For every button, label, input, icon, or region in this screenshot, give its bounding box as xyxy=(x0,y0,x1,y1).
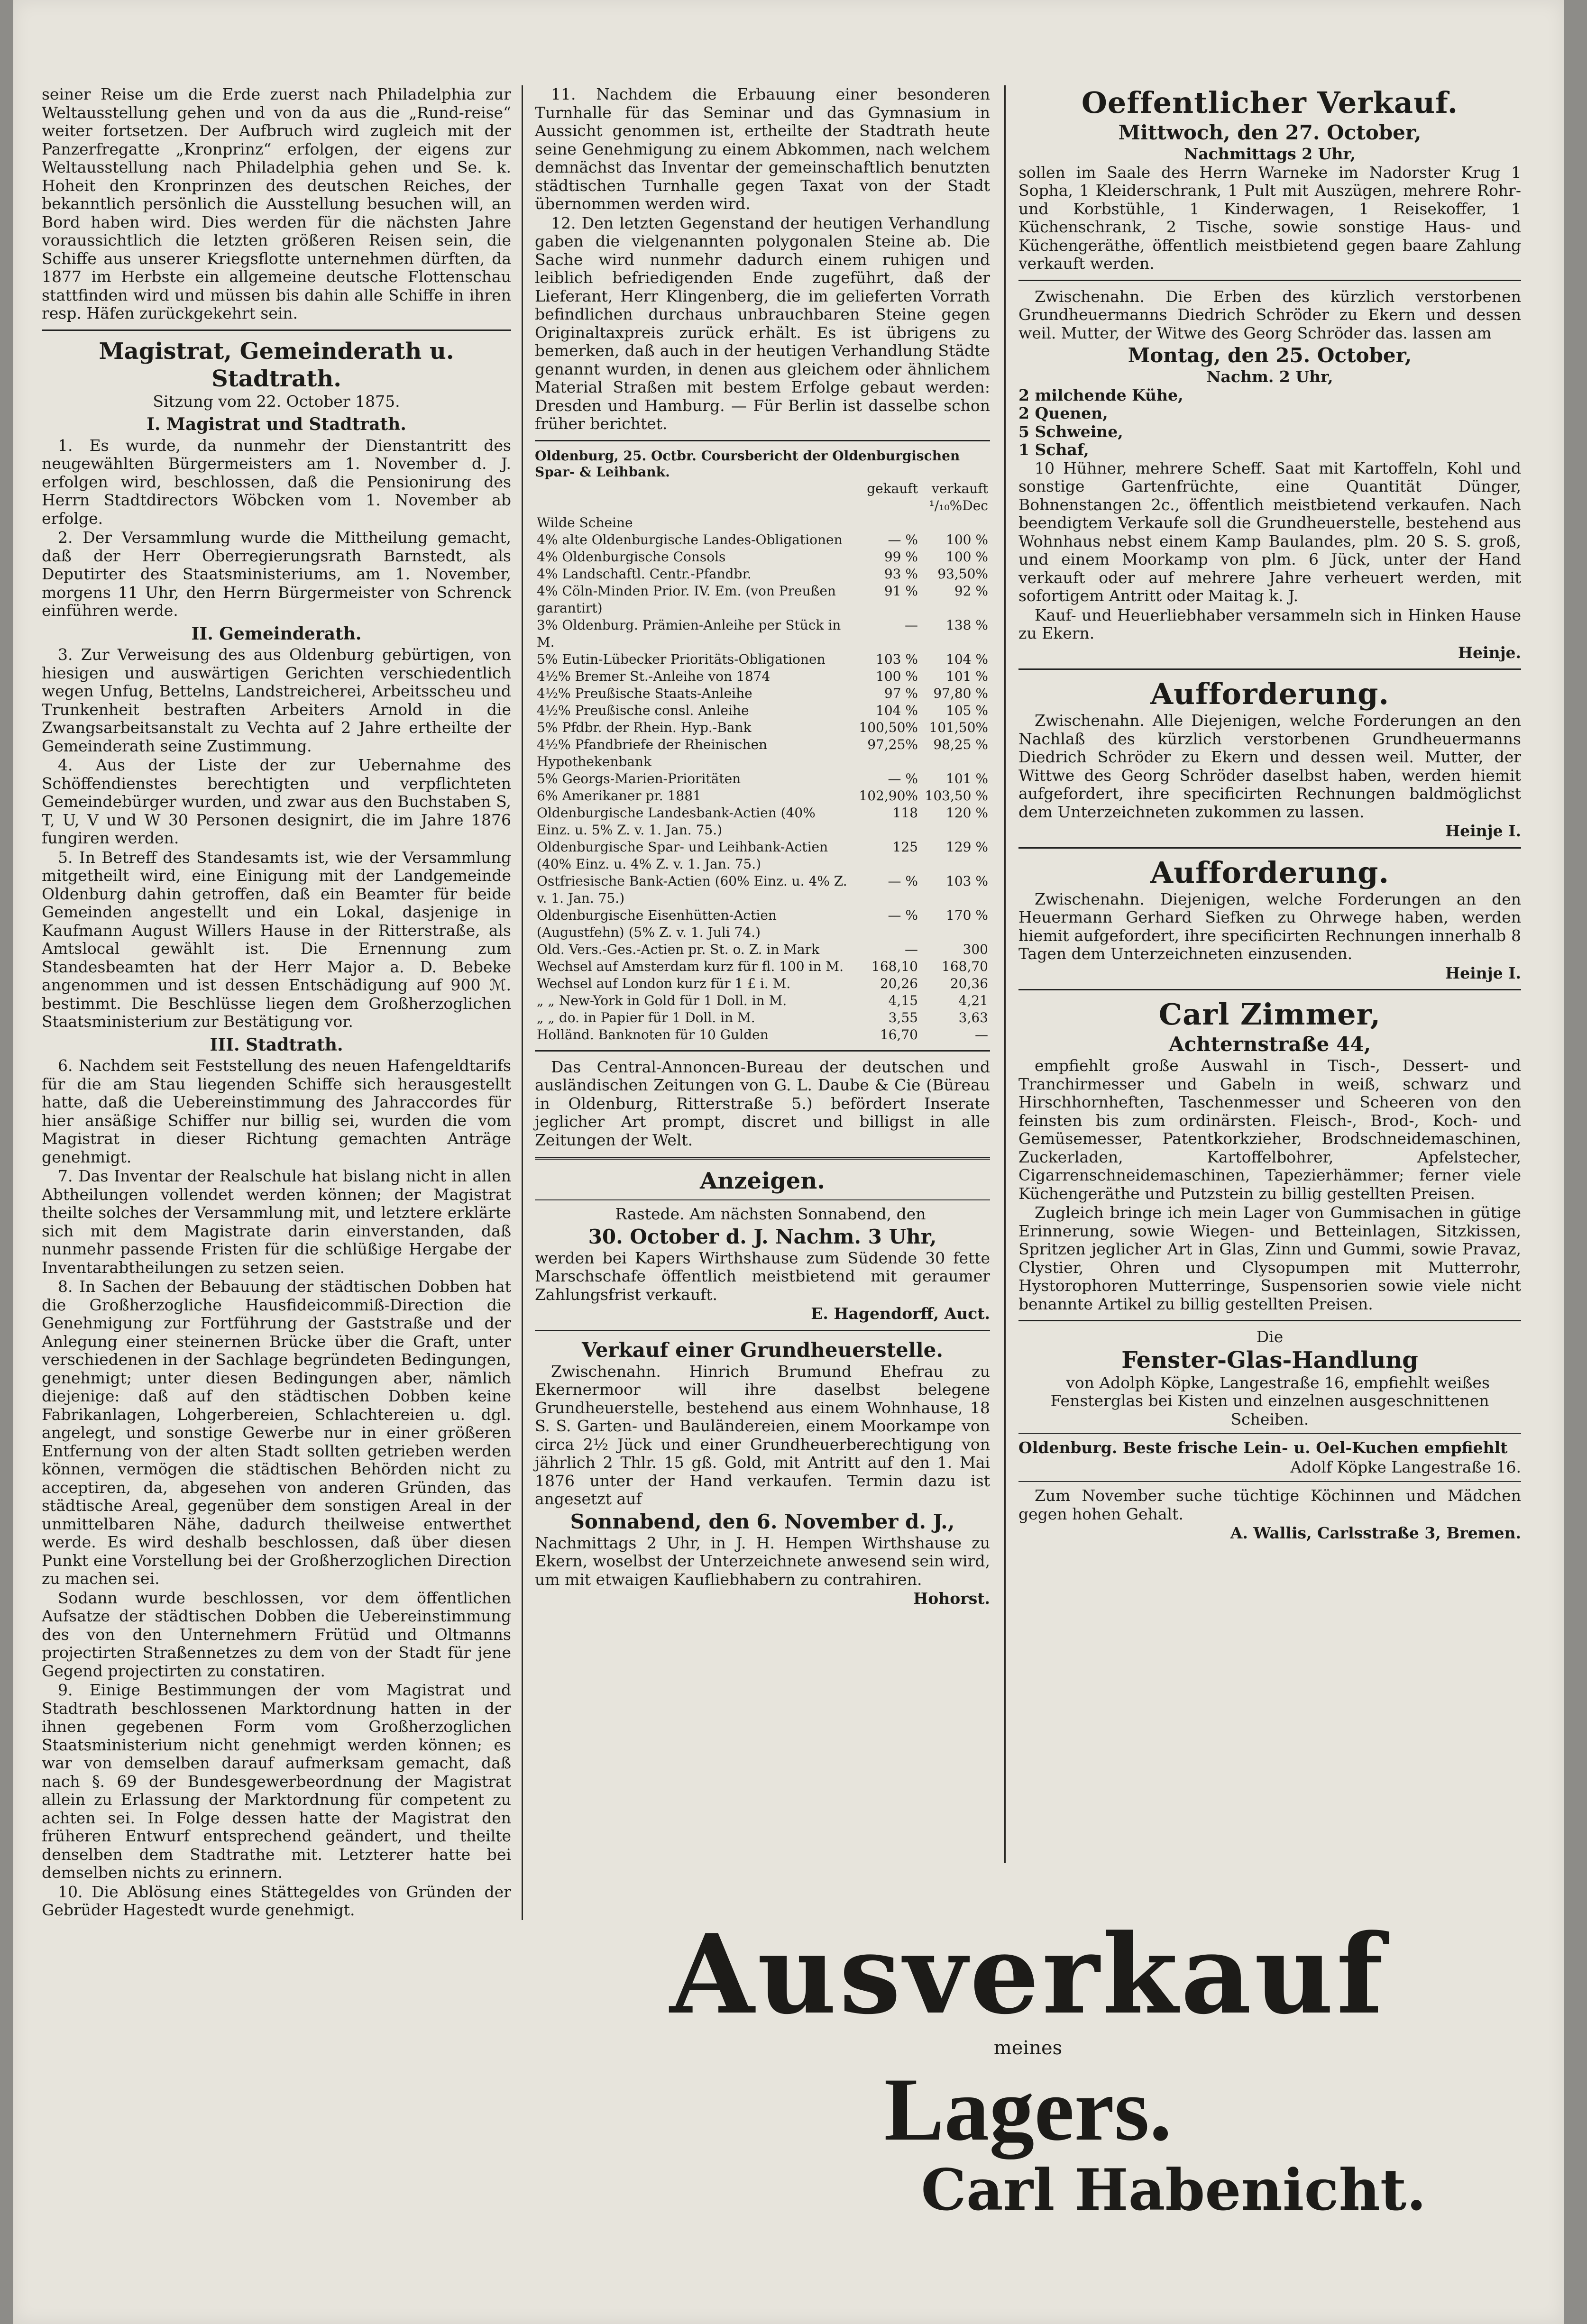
verkauf-date: Mittwoch, den 27. October, xyxy=(1118,121,1422,144)
zwischenahn-time: Nachm. 2 Uhr, xyxy=(1206,367,1333,386)
oel-body: Oldenburg. Beste frische Lein- u. Oel-Kuchen empfiehlt xyxy=(1018,1438,1508,1457)
aufforderung-2-body: Zwischenahn. Diejenigen, welche Forderungen an den Heuermann Gerhard Siefken zu Ohrwege haben, werden hiemit aufgefordert, ihre specificirten Rechnungen innerhalb 8 Tagen dem Unterzeichneten einzusenden. xyxy=(1018,889,1521,963)
paragraph-11: 11. Nachdem die Erbauung einer besonderen Turnhalle für das Seminar und das Gymnasium in Aussicht genommen ist, ertheilte der Stadtrath heute seine Genehmigung zu einem Abkommen, nach welchem demnächst das Inventar der gemeinschaftlich benutzten städtischen Turnhalle gegen Taxat von der Stadt übernommen werden wird. xyxy=(535,85,990,213)
course-cell-buy: — xyxy=(905,617,918,633)
course-row xyxy=(535,685,990,702)
ausverkauf-title: Ausverkauf xyxy=(670,1911,1386,2039)
column-1 xyxy=(42,85,511,1921)
course-cell-name: 4½% Preußische consl. Anleihe xyxy=(537,702,749,718)
oel-signature: Adolf Köpke Langestraße 16. xyxy=(1290,1457,1521,1476)
verkauf-body: sollen im Saale des Herrn Warneke im Nadorster Krug 1 Sopha, 1 Kleiderschrank, 1 Pult mit Auszügen, mehrere Rohr- und Korbstühle, 1 Kinderwagen, 1 Reisekoffer, 1 Küchenschrank, 2 Tische, sowie sonstige Haus- und Küchengeräthe, öffentlich meistbietend gegen baare Zahlung verkauft werden. xyxy=(1018,163,1521,273)
course-cell-name: Wechsel auf Amsterdam kurz für fl. 100 in M. xyxy=(537,958,844,974)
divider xyxy=(535,1199,990,1200)
course-row xyxy=(535,992,990,1009)
course-cell-buy: — % xyxy=(888,770,918,787)
col-header-buy: gekauft xyxy=(867,480,918,496)
aufforderung-1-signature: Heinje I. xyxy=(1445,822,1521,840)
rastede-date: 30. October d. J. Nachm. 3 Uhr, xyxy=(588,1225,937,1248)
course-cell-sell: 92 % xyxy=(954,583,988,599)
course-cell-sell: 103,50 % xyxy=(925,787,988,804)
course-cell-buy: 168,10 xyxy=(871,958,918,974)
course-cell-buy: 125 xyxy=(892,839,918,855)
course-row xyxy=(535,805,990,839)
anzeigen-heading: Anzeigen. xyxy=(700,1168,825,1194)
column-rule-1 xyxy=(522,85,523,1920)
course-cell-sell: 100 % xyxy=(946,531,988,548)
course-table-body xyxy=(535,514,990,1043)
course-cell-name: Holländ. Banknoten für 10 Gulden xyxy=(537,1026,769,1043)
course-cell-sell: 20,36 xyxy=(950,975,988,991)
ausverkauf-meines: meines xyxy=(993,2037,1063,2059)
zwischenahn-body: Zwischenahn. Die Erben des kürzlich verstorbenen Grundheuermanns Diedrich Schröder zu Ekern und dessen weil. Mutter, der Witwe des Georg Schröder das. lassen am xyxy=(1018,287,1521,342)
course-row xyxy=(535,514,990,531)
course-cell-buy: 103 % xyxy=(876,651,918,667)
course-cell-sell: 105 % xyxy=(946,702,988,718)
divider xyxy=(535,1157,990,1160)
aufforderung-1-body: Zwischenahn. Alle Diejenigen, welche Forderungen an den Nachlaß des kürzlich verstorbenen Grundheuermanns Diedrich Schröder zu Ekern und dessen weil. Mutter, der Wittwe des Georg Schröder daselbst haben, werden hiemit aufgefordert, ihre specificirten Rechnungen baldmöglichst dem Unterzeichneten zukommen zu lassen. xyxy=(1018,711,1521,821)
course-row xyxy=(535,787,990,805)
course-cell-name: Wechsel auf London kurz für 1 £ i. M. xyxy=(537,975,791,991)
course-cell-buy: — % xyxy=(888,873,918,889)
course-cell-buy: 99 % xyxy=(884,549,918,565)
ausverkauf-signature: Carl Habenicht. xyxy=(921,2157,1426,2223)
course-cell-buy: 118 xyxy=(892,805,918,821)
grundheuerstelle-signature: Hohorst. xyxy=(913,1589,990,1608)
paragraph-9: 9. Einige Bestimmungen der vom Magistrat und Stadtrath beschlossenen Marktordnung hatten in der ihnen gegebenen Form vom Großherzoglichen Staatsministerium nicht genehmigt werden können; es war von demselben darauf aufmerksam gemacht, daß nach §. 69 der Bundesgewerbeordnung der Magistrat allein zu Erlassung der Marktordnung für competent zu achten sei. In Folge dessen hatte der Magistrat den früheren Entwurf entsprechend geändert, und theilte denselben dem Stadtrathe mit. Letzterer hatte bei demselben nichts zu erinnern. xyxy=(42,1681,511,1882)
course-cell-name: „ „ New-York in Gold für 1 Doll. in M. xyxy=(537,992,787,1008)
course-cell-name: 4% Oldenburgische Consols xyxy=(537,549,726,565)
section-date: Sitzung vom 22. October 1875. xyxy=(153,392,400,411)
course-row xyxy=(535,907,990,941)
course-cell-buy: 104 % xyxy=(876,702,918,718)
course-report-heading: Oldenburg, 25. Octbr. Coursbericht der Oldenburgischen Spar- & Leihbank. xyxy=(535,448,960,480)
aufforderung-2-signature: Heinje I. xyxy=(1445,963,1521,982)
zwischenahn-date: Montag, den 25. October, xyxy=(1128,344,1412,367)
grundheuerstelle-date: Sonnabend, den 6. November d. J., xyxy=(570,1510,955,1533)
course-row xyxy=(535,839,990,873)
course-cell-buy: — xyxy=(905,941,918,957)
paragraph-4: 4. Aus der Liste der zur Uebernahme des Schöffendienstes berechtigten und verpflichteten Gemeindebürger wurden, und zwar aus den Buchstaben S, T, U, V und W 30 Personen designirt, die im Jahre 1876 fungiren werden. xyxy=(42,756,511,847)
course-cell-buy: 97,25% xyxy=(867,736,918,752)
course-cell-name: Old. Vers.-Ges.-Actien pr. St. o. Z. in Mark xyxy=(537,941,820,957)
zimmer-body2: Zugleich bringe ich mein Lager von Gummisachen in gütige Erinnerung, sowie Wiegen- und Betteinlagen, Sitzkissen, Spritzen jeglicher Art in Glas, Zinn und Gummi, sowie Pravaz, Clystier, Ohren und Clysopumpen mit Mutterrohr, Hystorophoren Mutterringe, Suspensorien sowie viele nicht benannte Artikel zu billig gestellten Preisen. xyxy=(1018,1203,1521,1313)
course-cell-sell: 101 % xyxy=(946,668,988,684)
grundheuerstelle-title: Verkauf einer Grundheuerstelle. xyxy=(582,1338,943,1362)
course-cell-name: Oldenburgische Eisenhütten-Actien (Augustfehn) (5% Z. v. 1. Juli 74.) xyxy=(537,907,777,940)
course-cell-name: 3% Oldenburg. Prämien-Anleihe per Stück in M. xyxy=(537,617,841,650)
course-cell-sell: 104 % xyxy=(946,651,988,667)
course-table xyxy=(535,480,990,1043)
paragraph-8: 8. In Sachen der Bebauung der städtischen Dobben hat die Großherzogliche Hausfideicommiß-Direction die Genehmigung zur Fortführung der Gaststraße und der Anlegung einer steinernen Brücke über die Graft, unter verschiedenen in der Sachlage begründeten Bedingungen, genehmigt; unter diesen Bedingungen aber, nämlich diejenige: daß auf den städtischen Dobben keine Fabrikanlagen, Lohgerbereien, Schlachtereien u. dgl. angelegt, und sonstige Gewerbe nur in einer größeren Entfernung von der alten Stadt sollten getrieben werden können, vermögen die städtischen Behörden nicht zu acceptiren, da, abgesehen von anderen Gründen, das städtische Areal, gegenüber dem sonstigen Areal in der unmittelbaren Nähe, dadurch theilweise entwerthet werde. Es wird deshalb beschlossen, daß über diesen Punkt eine Vorstellung bei der Großherzoglichen Direction zu machen sei. xyxy=(42,1277,511,1588)
course-row xyxy=(535,736,990,770)
subheading-1: I. Magistrat und Stadtrath. xyxy=(147,414,406,434)
course-row xyxy=(535,651,990,668)
course-row xyxy=(535,941,990,958)
course-cell-buy: 93 % xyxy=(884,566,918,582)
koechin-body: Zum November suche tüchtige Köchinnen und Mädchen gegen hohen Gehalt. xyxy=(1018,1486,1521,1523)
zwischenahn-body3: Kauf- und Heuerliebhaber versammeln sich in Hinken Hause zu Ekern. xyxy=(1018,605,1521,642)
zwischenahn-item: 1 Schaf, xyxy=(1018,440,1089,459)
course-row xyxy=(535,668,990,685)
course-cell-sell: 4,21 xyxy=(958,992,988,1008)
zimmer-address: Achternstraße 44, xyxy=(1168,1033,1371,1056)
course-cell-sell: 100 % xyxy=(946,549,988,565)
rastede-signature: E. Hagendorff, Auct. xyxy=(811,1304,990,1323)
grundheuerstelle-body2: Nachmittags 2 Uhr, in J. H. Hempen Wirthshause zu Ekern, woselbst der Unterzeichnete anwesend sein wird, um mit etwaigen Kaufliebhabern zu contrahiren. xyxy=(535,1533,990,1589)
course-cell-buy: 3,55 xyxy=(888,1009,918,1025)
course-cell-name: 5% Pfdbr. der Rhein. Hyp.-Bank xyxy=(537,719,752,735)
column-3 xyxy=(1018,85,1521,1543)
course-cell-sell xyxy=(920,514,990,531)
course-cell-buy: 4,15 xyxy=(888,992,918,1008)
grundheuerstelle-body: Zwischenahn. Hinrich Brumund Ehefrau zu Ekernermoor will ihre daselbst belegene Grundheuerstelle, bestehend aus einem Wohnhause, 18 S. S. Garten- und Bauländereien, einem Moorkampe von circa 2½ Jück und einer Grundheuerberechtigung von jährlich 2 Thlr. 15 gß. Gold, mit Antritt auf den 1. Mai 1876 unter der Hand verkaufen. Termin dazu ist angesetzt auf xyxy=(535,1362,990,1508)
intro-paragraph: seiner Reise um die Erde zuerst nach Philadelphia zur Weltausstellung gehen und von da aus die „Rund-reise“ weiter fortsetzen. Der Aufbruch wird zugleich mit der Panzerfregatte „Kronprinz“ erfolgen, der eigens zur Weltausstellung nach Philadelphia gehen und Se. k. Hoheit den Kronprinzen des deutschen Reiches, der bekanntlich persönlich die Ausstellung besuchen will, an Bord haben wird. Dies werden für die nächsten Jahre voraussichtlich die letzten größeren Reisen sein, die Schiffe aus unserer Kriegsflotte unternehmen dürften, da 1877 im Herbste ein allgemeine deutsche Flottenschau stattfinden wird und müssen bis dahin alle Schiffe in ihren resp. Häfen zurückgekehrt sein. xyxy=(42,85,511,322)
course-row xyxy=(535,975,990,992)
course-row xyxy=(535,583,990,617)
course-cell-sell: 120 % xyxy=(946,805,988,821)
course-cell-buy xyxy=(850,514,920,531)
course-cell-sell: 101,50% xyxy=(929,719,988,735)
course-cell-buy: 100,50% xyxy=(859,719,918,735)
course-row xyxy=(535,617,990,651)
course-cell-sell: 170 % xyxy=(946,907,988,923)
glas-body: von Adolph Köpke, Langestraße 16, empfiehlt weißes Fensterglas bei Kisten und einzelnen ausgeschnittenen Scheiben. xyxy=(1050,1373,1490,1428)
course-header-row xyxy=(535,480,990,497)
divider xyxy=(1018,847,1521,849)
course-cell-buy: 20,26 xyxy=(880,975,918,991)
divider xyxy=(535,440,990,441)
course-cell-name: 4½% Pfandbriefe der Rheinischen Hypothekenbank xyxy=(537,736,768,769)
zimmer-body: empfiehlt große Auswahl in Tisch-, Dessert- und Tranchirmesser und Gabeln in weiß, schwarz und Hirschhornheften, Taschenmesser und Scheeren von den feinsten bis zum ordinärsten. Fleisch-, Brod-, Koch- und Gemüsemesser, Patentkorkzieher, Brodschneidemaschinen, Zuckerladen, Kartoffelbohrer, Apfelstecher, Cigarrenschneidemaschinen, Tapezierhämmer; ferner viele Küchengeräthe und Putzstein zu billig gestellten Preisen. xyxy=(1018,1056,1521,1203)
course-cell-buy: 97 % xyxy=(884,685,918,701)
course-cell-name: 4% alte Oldenburgische Landes-Obligationen xyxy=(537,531,843,548)
aufforderung-2-title: Aufforderung. xyxy=(1150,855,1390,890)
course-row xyxy=(535,1026,990,1043)
col-subheader: ¹/₁₀%Dec xyxy=(929,497,988,513)
course-cell-buy: 100 % xyxy=(876,668,918,684)
paragraph-5: 5. In Betreff des Standesamts ist, wie der Versammlung mitgetheilt wird, eine Einigung mit der Landgemeinde Oldenburg dahin getroffen, daß ein Beamter für beide Gemeinden angestellt und ein Lokal, dasjenige in Kaufmann August Willers Hause in der Ritterstraße, als Amtslocal gewählt ist. Die Ernennung zum Standesbeamten hat der Herr Major a. D. Bebeke angenommen und ist dessen Entschädigung auf 900 ℳ. bestimmt. Die Beschlüsse liegen dem Großherzoglichen Staatsministerium zur Bestätigung vor. xyxy=(42,848,511,1031)
course-cell-name: Wilde Scheine xyxy=(537,514,633,531)
course-cell-sell: 300 xyxy=(963,941,988,957)
course-cell-name: 5% Eutin-Lübecker Prioritäts-Obligationen xyxy=(537,651,826,667)
zwischenahn-body2: 10 Hühner, mehrere Scheff. Saat mit Kartoffeln, Kohl und sonstige Gartenfrüchte, eine Quantität Dünger, Bohnenstangen 2c., öffentlich meistbietend verkaufen. Nach beendigtem Verkaufe soll die Grundheuerstelle, bestehend aus Wohnhaus nebst einem Kamp Baulandes, plm. 20 S. S. groß, und einem Moorkamp von plm. 6 Jück, unter der Hand verkauft oder auf mehrere Jahre verheuert werden, mit sofortigem Antritt oder Maitag k. J. xyxy=(1018,458,1521,605)
course-cell-sell: — xyxy=(975,1026,988,1043)
course-cell-sell: 98,25 % xyxy=(933,736,988,752)
course-row xyxy=(535,873,990,907)
subheading-3: III. Stadtrath. xyxy=(210,1034,343,1055)
section-title: Magistrat, Gemeinderath u. Stadtrath. xyxy=(99,338,454,392)
column-2 xyxy=(535,85,990,1608)
course-cell-sell: 93,50% xyxy=(937,566,988,582)
paragraph-2: 2. Der Versammlung wurde die Mittheilung gemacht, daß der Herr Oberregierungsrath Barnstedt, als Deputirter des Staatsministeriums, am 1. November, morgens 11 Uhr, den Herrn Bürgermeister von Schrenck einführen werde. xyxy=(42,528,511,620)
column-rule-2 xyxy=(1004,85,1006,1863)
course-cell-sell: 97,80 % xyxy=(933,685,988,701)
paragraph-7: 7. Das Inventar der Realschule hat bislang nicht in allen Abtheilungen vollendet werden können; der Magistrat theilte solches der Versammlung mit, und letztere erklärte sich mit dem Magistrate darin einverstanden, daß nunmehr passende Fristen für die schlüßige Hergabe der Inventarabtheilungen zu setzen seien. xyxy=(42,1167,511,1277)
course-row xyxy=(535,1009,990,1026)
course-cell-name: 4½% Bremer St.-Anleihe von 1874 xyxy=(537,668,771,684)
course-row xyxy=(535,958,990,975)
verkauf-time: Nachmittags 2 Uhr, xyxy=(1184,145,1356,163)
course-cell-sell: 138 % xyxy=(946,617,988,633)
course-cell-buy: — % xyxy=(888,531,918,548)
divider xyxy=(1018,668,1521,670)
course-cell-sell: 103 % xyxy=(946,873,988,889)
rastede-body: werden bei Kapers Wirthshause zum Südende 30 fette Marschschafe öffentlich meistbietend mit geraumer Zahlungsfrist verkauft. xyxy=(535,1248,990,1304)
aufforderung-1-title: Aufforderung. xyxy=(1150,677,1390,711)
subheading-2: II. Gemeinderath. xyxy=(191,623,362,644)
annoncen-bureau-ad: Das Central-Annoncen-Bureau der deutschen und ausländischen Zeitungen von G. L. Daube & Cie (Büreau in Oldenburg, Ritterstraße 5.) befördert Inserate jeglicher Art prompt, discret und billigst in alle Zeitungen der Welt. xyxy=(535,1057,990,1149)
koechin-signature: A. Wallis, Carlsstraße 3, Bremen. xyxy=(1230,1524,1521,1542)
course-cell-sell: 101 % xyxy=(946,770,988,787)
course-row xyxy=(535,770,990,787)
course-cell-name: 4% Cöln-Minden Prior. IV. Em. (von Preußen garantirt) xyxy=(537,583,836,616)
divider xyxy=(535,1330,990,1331)
glas-die: Die xyxy=(1256,1327,1284,1346)
zwischenahn-item: 2 Quenen, xyxy=(1018,404,1108,422)
newspaper-page xyxy=(13,0,1564,2324)
paragraph-8b: Sodann wurde beschlossen, vor dem öffentlichen Aufsatze der städtischen Dobben die Uebereinstimmung des von den Unternehmern Frütüd und Oltmanns projectirten Straßennetzes zu dem von der Stadt für jene Gegend projectirten zu constatiren. xyxy=(42,1588,511,1680)
course-cell-buy: 102,90% xyxy=(859,787,918,804)
zwischenahn-item: 5 Schweine, xyxy=(1018,422,1123,441)
course-row xyxy=(535,549,990,566)
col-header-sell: verkauft xyxy=(931,480,988,496)
course-cell-sell: 129 % xyxy=(946,839,988,855)
zwischenahn-item: 2 milchende Kühe, xyxy=(1018,385,1183,404)
course-cell-name: Ostfriesische Bank-Actien (60% Einz. u. 4% Z. v. 1. Jan. 75.) xyxy=(537,873,847,906)
zimmer-name: Carl Zimmer, xyxy=(1158,997,1381,1032)
course-cell-buy: — % xyxy=(888,907,918,923)
course-row xyxy=(535,702,990,719)
divider xyxy=(1018,1320,1521,1321)
paragraph-3: 3. Zur Verweisung des aus Oldenburg gebürtigen, von hiesigen und auswärtigen Gerichten verschiedentlich wegen Unfug, Bettelns, Landstreicherei, Arbeitsscheu und Trunkenheit bestraften Arbeiters Arnold in die Zwangsarbeitsanstalt zu Vechta auf 2 Jahre ertheilte der Gemeinderath seine Zustimmung. xyxy=(42,645,511,755)
course-cell-name: 4% Landschaftl. Centr.-Pfandbr. xyxy=(537,566,752,582)
divider xyxy=(1018,1433,1521,1434)
course-cell-name: 5% Georgs-Marien-Prioritäten xyxy=(537,770,741,787)
course-cell-sell: 168,70 xyxy=(942,958,988,974)
course-cell-buy: 91 % xyxy=(884,583,918,599)
course-row xyxy=(535,531,990,549)
paragraph-6: 6. Nachdem seit Feststellung des neuen Hafengeldtarifs für die am Stau liegenden Schiffe sich herausgestellt hatte, daß die Uebereinstimmung des Jahraccordes für hier ansäßige Schiffer nur billig sei, wurden die vom Magistrat in dieser Richtung gemachten Anträge genehmigt. xyxy=(42,1056,511,1166)
course-cell-name: „ „ do. in Papier für 1 Doll. in M. xyxy=(537,1009,755,1025)
divider xyxy=(1018,1481,1521,1482)
paragraph-10: 10. Die Ablösung eines Stättegeldes von Gründen der Gebrüder Hagestedt wurde genehmigt. xyxy=(42,1882,511,1919)
course-cell-name: 4½% Preußische Staats-Anleihe xyxy=(537,685,752,701)
course-cell-name: Oldenburgische Landesbank-Actien (40% Einz. u. 5% Z. v. 1. Jan. 75.) xyxy=(537,805,816,838)
rastede-intro: Rastede. Am nächsten Sonnabend, den xyxy=(615,1205,926,1223)
paragraph-12: 12. Den letzten Gegenstand der heutigen Verhandlung gaben die vielgenannten polygonalen Steine ab. Die Sache wird nunmehr dadurch einem ruhigen und leiblich befriedigenden Ende zugeführt, daß der Lieferant, Herr Klingenberg, die im gelieferten Vorrath befindlichen durchaus unbrauchbaren Steine gegen Originaltaxpreis zurück erhält. Es ist übrigens zu bemerken, daß auch in der heutigen Verhandlung Städte genannt wurden, in denen aus gleichem oder ähnlichem Material Straßen mit bestem Erfolge gebaut werden: Dresden und Hamburg. — Für Berlin ist dasselbe schon früher berichtet. xyxy=(535,213,990,433)
course-row xyxy=(535,719,990,736)
divider xyxy=(535,1050,990,1052)
course-cell-name: 6% Amerikaner pr. 1881 xyxy=(537,787,701,804)
course-row xyxy=(535,566,990,583)
glas-title: Fenster-Glas-Handlung xyxy=(1121,1346,1418,1373)
paragraph-1: 1. Es wurde, da nunmehr der Dienstantritt des neugewählten Bürgermeisters am 1. November d. J. erfolgen wird, beschlossen, daß die Pensionirung des Herrn Stadtdirectors Wöbcken vom 1. November ab erfolge. xyxy=(42,436,511,528)
divider xyxy=(1018,989,1521,990)
divider xyxy=(42,329,511,331)
course-cell-sell: 3,63 xyxy=(958,1009,988,1025)
ausverkauf-lagers: Lagers. xyxy=(884,2060,1172,2159)
verkauf-title: Oeffentlicher Verkauf. xyxy=(1081,85,1459,120)
ausverkauf-ad xyxy=(535,1911,1521,2223)
course-cell-name: Oldenburgische Spar- und Leihbank-Actien (40% Einz. u. 4% Z. v. 1. Jan. 75.) xyxy=(537,839,828,872)
course-cell-buy: 16,70 xyxy=(880,1026,918,1043)
divider xyxy=(1018,280,1521,281)
zwischenahn-signature: Heinje. xyxy=(1458,643,1521,662)
